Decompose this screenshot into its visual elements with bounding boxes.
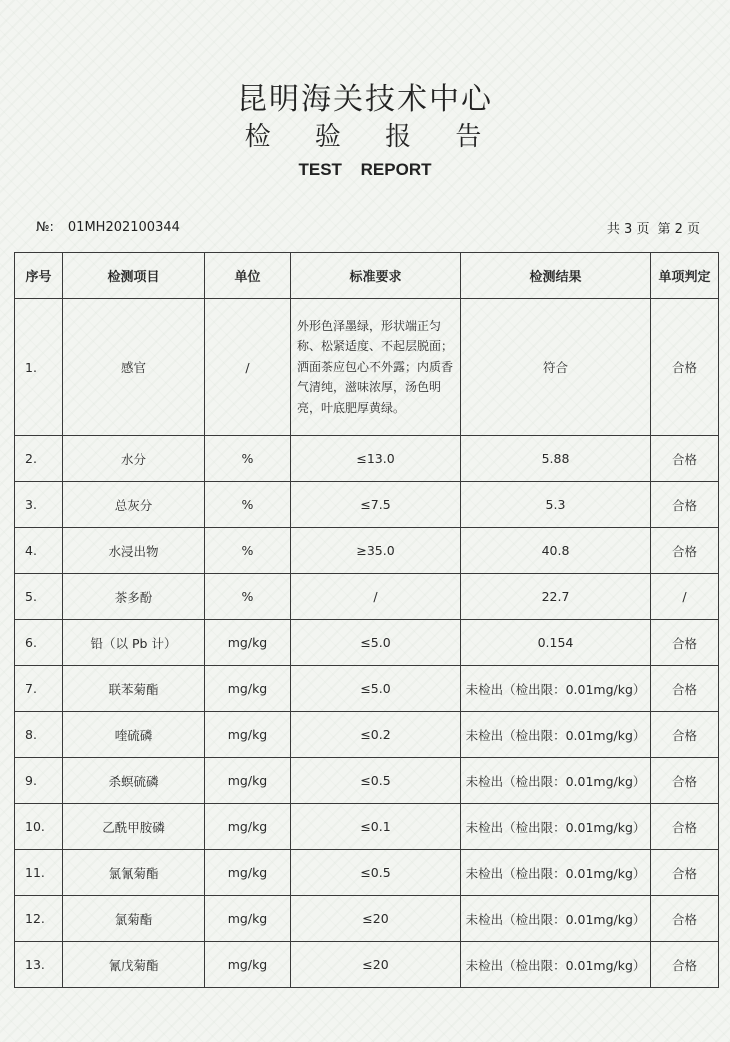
cell-verdict: 合格 <box>651 528 719 574</box>
cell-result: 未检出（检出限：0.01mg/kg） <box>461 666 651 712</box>
cell-verdict: / <box>651 574 719 620</box>
cell-unit: mg/kg <box>205 666 291 712</box>
cell-standard: ≤0.5 <box>291 850 461 896</box>
cell-result: 5.3 <box>461 482 651 528</box>
cell-no: 11. <box>15 850 63 896</box>
report-title: 检 验 报 告 <box>244 122 500 152</box>
col-header-result: 检测结果 <box>461 253 651 299</box>
cell-verdict: 合格 <box>651 896 719 942</box>
cell-result: 未检出（检出限：0.01mg/kg） <box>461 896 651 942</box>
table-row <box>15 620 719 666</box>
col-header-no: 序号 <box>15 253 63 299</box>
cell-unit: % <box>205 482 291 528</box>
cell-item: 水浸出物 <box>63 528 205 574</box>
table-row <box>15 574 719 620</box>
table-row <box>15 850 719 896</box>
cell-item: 铅（以 Pb 计） <box>63 620 205 666</box>
cell-no: 6. <box>15 620 63 666</box>
cell-no: 4. <box>15 528 63 574</box>
cell-unit: mg/kg <box>205 804 291 850</box>
cell-item: 氯氰菊酯 <box>63 850 205 896</box>
org-name: 昆明海关技术中心 <box>237 82 493 117</box>
cell-verdict: 合格 <box>651 804 719 850</box>
cell-standard: / <box>291 574 461 620</box>
cell-item: 乙酰甲胺磷 <box>63 804 205 850</box>
cell-no: 8. <box>15 712 63 758</box>
table-row <box>15 528 719 574</box>
cell-result: 0.154 <box>461 620 651 666</box>
table-header-row <box>15 253 719 299</box>
cell-item: 总灰分 <box>63 482 205 528</box>
cell-unit: / <box>205 299 291 436</box>
cell-no: 1. <box>15 299 63 436</box>
cell-unit: % <box>205 436 291 482</box>
col-header-item: 检测项目 <box>63 253 205 299</box>
report-title-en: TEST REPORT <box>298 160 432 179</box>
cell-no: 12. <box>15 896 63 942</box>
table-row <box>15 712 719 758</box>
cell-no: 5. <box>15 574 63 620</box>
table-row <box>15 436 719 482</box>
cell-unit: mg/kg <box>205 758 291 804</box>
cell-item: 茶多酚 <box>63 574 205 620</box>
cell-result: 未检出（检出限：0.01mg/kg） <box>461 804 651 850</box>
cell-verdict: 合格 <box>651 620 719 666</box>
cell-item: 联苯菊酯 <box>63 666 205 712</box>
cell-item: 水分 <box>63 436 205 482</box>
table-row <box>15 804 719 850</box>
cell-standard: ≤0.2 <box>291 712 461 758</box>
report-number <box>36 220 180 235</box>
cell-item: 氯菊酯 <box>63 896 205 942</box>
cell-item: 喹硫磷 <box>63 712 205 758</box>
cell-standard: ≤0.5 <box>291 758 461 804</box>
cell-result: 未检出（检出限：0.01mg/kg） <box>461 712 651 758</box>
cell-unit: mg/kg <box>205 942 291 988</box>
table-row <box>15 482 719 528</box>
cell-result: 符合 <box>461 299 651 436</box>
cell-no: 10. <box>15 804 63 850</box>
table-row <box>15 942 719 988</box>
cell-result: 5.88 <box>461 436 651 482</box>
report-number-value: 01MH202100344 <box>67 220 180 235</box>
cell-no: 7. <box>15 666 63 712</box>
cell-result: 未检出（检出限：0.01mg/kg） <box>461 942 651 988</box>
cell-result: 未检出（检出限：0.01mg/kg） <box>461 850 651 896</box>
table-row <box>15 666 719 712</box>
cell-no: 9. <box>15 758 63 804</box>
cell-no: 13. <box>15 942 63 988</box>
current-page: 第 2 页 <box>657 222 700 237</box>
col-header-standard: 标准要求 <box>291 253 461 299</box>
cell-verdict: 合格 <box>651 758 719 804</box>
cell-unit: mg/kg <box>205 620 291 666</box>
total-pages: 共 3 页 <box>606 222 650 237</box>
col-header-unit: 单位 <box>205 253 291 299</box>
cell-standard: ≥35.0 <box>291 528 461 574</box>
cell-standard: ≤13.0 <box>291 436 461 482</box>
cell-verdict: 合格 <box>651 942 719 988</box>
table-row <box>15 758 719 804</box>
cell-result: 22.7 <box>461 574 651 620</box>
cell-no: 2. <box>15 436 63 482</box>
table-row <box>15 299 719 436</box>
cell-item: 氰戊菊酯 <box>63 942 205 988</box>
cell-standard: ≤20 <box>291 896 461 942</box>
cell-unit: mg/kg <box>205 850 291 896</box>
cell-unit: % <box>205 528 291 574</box>
cell-verdict: 合格 <box>651 436 719 482</box>
cell-unit: mg/kg <box>205 896 291 942</box>
cell-item: 感官 <box>63 299 205 436</box>
cell-verdict: 合格 <box>651 666 719 712</box>
cell-result: 40.8 <box>461 528 651 574</box>
results-table <box>14 252 719 988</box>
cell-unit: % <box>205 574 291 620</box>
cell-standard: 外形色泽墨绿，形状端正匀称、松紧适度、不起层脱面；洒面茶应包心不外露；内质香气清纯，滋味浓厚，汤色明亮，叶底肥厚黄绿。 <box>291 299 461 436</box>
cell-result: 未检出（检出限：0.01mg/kg） <box>461 758 651 804</box>
table-row <box>15 896 719 942</box>
cell-unit: mg/kg <box>205 712 291 758</box>
cell-standard: ≤5.0 <box>291 666 461 712</box>
cell-verdict: 合格 <box>651 712 719 758</box>
cell-verdict: 合格 <box>651 299 719 436</box>
col-header-verdict: 单项判定 <box>651 253 719 299</box>
cell-no: 3. <box>15 482 63 528</box>
cell-verdict: 合格 <box>651 850 719 896</box>
cell-item: 杀螟硫磷 <box>63 758 205 804</box>
cell-verdict: 合格 <box>651 482 719 528</box>
page-info <box>607 218 700 237</box>
report-number-label: №: <box>36 220 54 235</box>
cell-standard: ≤20 <box>291 942 461 988</box>
cell-standard: ≤0.1 <box>291 804 461 850</box>
cell-standard: ≤7.5 <box>291 482 461 528</box>
cell-standard: ≤5.0 <box>291 620 461 666</box>
